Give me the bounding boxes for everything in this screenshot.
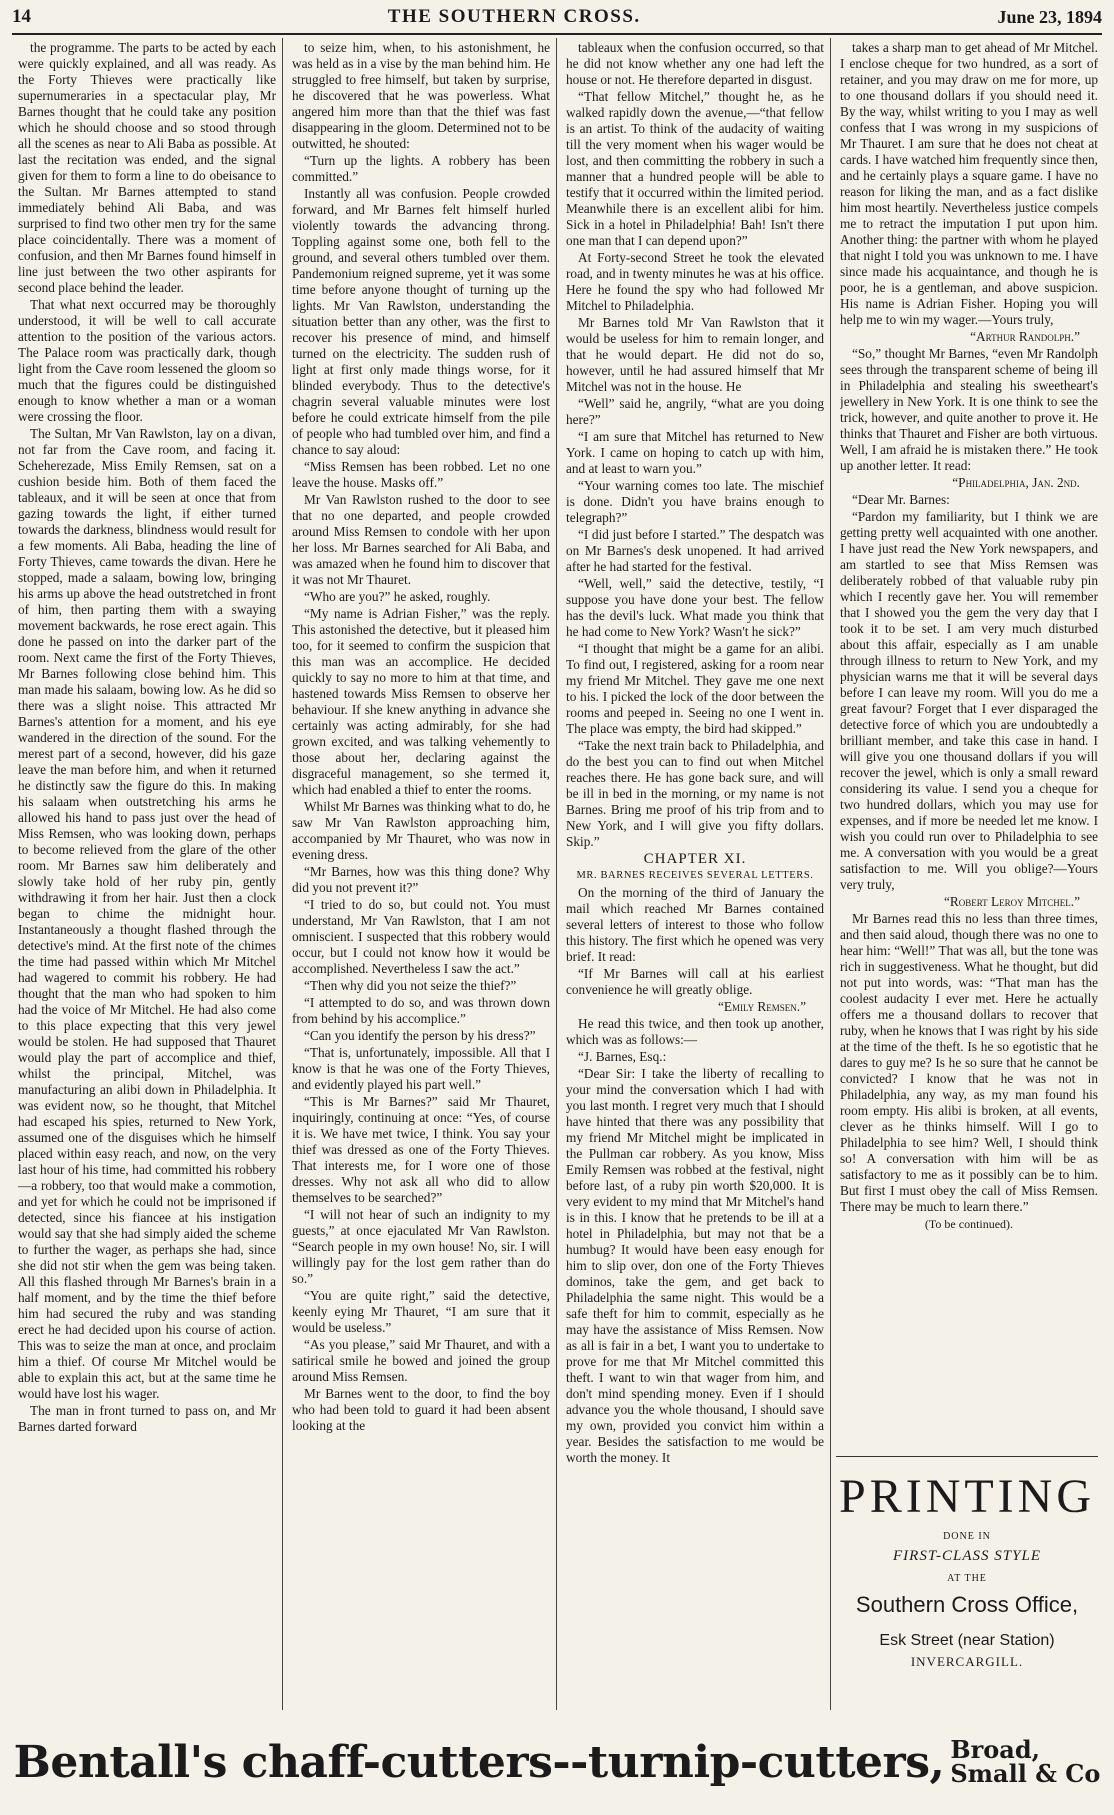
masthead	[12, 4, 1102, 30]
column-divider	[556, 38, 557, 1710]
bottom-advert-banner	[0, 1722, 1114, 1802]
paragraph: “I tried to do so, but could not. You must understand, Mr Van Rawlston, that I am not omniscient. I suspected that this robbery would occur, but I could not know how it would be accomplished. Nevertheless I saw the act.”	[292, 897, 550, 976]
paragraph: That what next occurred may be thoroughly understood, it will be well to call accurate attention to the position of the various actors. The Palace room was practically dark, though light from the Cave room lessened the gloom so much that the figures could be distinguished enough to know whether a man or a woman were crossing the floor.	[18, 297, 276, 424]
paragraph: “That fellow Mitchel,” thought he, as he walked rapidly down the avenue,—“that fellow is an artist. To think of the audacity of waiting till the very moment when his wager would be lost, and then committing the robbery in such a manner that a hundred people will be able to testify that it occurred within the limited period. Meanwhile there is an excellent alibi for him. Sick in a hotel in Philadelphia! Bah! Isn't there one man that I can depend upon?”	[566, 89, 824, 248]
paragraph: Mr Barnes went to the door, to find the boy who had been told to guard it had been absent looking at the	[292, 1386, 550, 1433]
advert-headline: PRINTING	[839, 1470, 1095, 1523]
paragraph: “Dear Sir: I take the liberty of recalling to your mind the conversation which I had with you last month. I regret very much that I should have hinted that there was any possibility that my friend Mr Mitchel might be implicated in the Pullman car robbery. As you know, Miss Emily Remsen was robbed at the festival, night before last, of a ruby pin worth $20,000. It is very evident to my mind that Mr Mitchel's hand is in this. I know that he pretends to be ill at a hotel in Philadelphia, but may not that be a humbug? It would have been easy enough for him to slip over, don one of the Forty Thieves dominos, take the gem, and get back to Philadelphia the same night. This would be a safe theft for him to commit, especially as he may have the assistance of Miss Remsen. Now as all is fair in a bet, I want you to undertake to prove for me that Mr Mitchel committed this theft. I want to win that wager from him, and don't mind spending money. Even if I should advance you the whole thousand, I should save my own, provided you convict him within a year. Besides the satisfaction to me would be worth the money. It	[566, 1066, 824, 1465]
advert-line: DONE IN	[943, 1531, 991, 1542]
paragraph: “I will not hear of such an indignity to my guests,” at once ejaculated Mr Van Rawlston. “Search people in my own house! No, sir. I will willingly pay for the lost gem rather than do so.”	[292, 1207, 550, 1286]
paragraph: At Forty-second Street he took the elevated road, and in twenty minutes he was at his office. Here he found the spy who had followed Mr Mitchel to Philadelphia.	[566, 250, 824, 313]
paragraph: Whilst Mr Barnes was thinking what to do, he saw Mr Van Rawlston approaching him, accompanied by Mr Thauret, who was now in evening dress.	[292, 799, 550, 862]
paragraph: “As you please,” said Mr Thauret, and with a satirical smile he bowed and joined the group around Miss Remsen.	[292, 1337, 550, 1384]
signature: “Robert Leroy Mitchel.”	[943, 894, 1080, 909]
paragraph: “Turn up the lights. A robbery has been committed.”	[292, 153, 550, 184]
issue-date: June 23, 1894	[997, 6, 1102, 27]
paragraph: “If Mr Barnes will call at his earliest convenience he will greatly oblige.	[566, 966, 824, 997]
banner-text: Bentall's chaff-cutters--turnip-cutters,	[13, 1736, 945, 1788]
banner-firm-top: Broad,	[950, 1735, 1040, 1764]
paragraph: “Take the next train back to Philadelphia, and do the best you can to find out when Mitchel reaches there. He has gone back sure, and will be ill in bed in the morning, or my name is not Barnes. Bring me proof of his trip from and to New York, and I will give you fifty dollars. Skip.”	[566, 738, 824, 849]
signature: “Arthur Randolph.”	[970, 329, 1080, 344]
paragraph: “This is Mr Barnes?” said Mr Thauret, inquiringly, continuing at once: “Yes, of course it is. We have met twice, I think. You say your thief was dressed as one of the Forty Thieves. That interests me, for I wore one of those dresses. Why not ask all who did to allow themselves to be searched?”	[292, 1094, 550, 1205]
paragraph: tableaux when the confusion occurred, so that he did not know whether any one had left the house or not. He therefore departed in disgust.	[566, 40, 824, 87]
signature: “Emily Remsen.”	[717, 999, 806, 1014]
paragraph: “Then why did you not seize the thief?”	[304, 978, 517, 993]
dateline: “Philadelphia, Jan. 2nd.	[952, 475, 1080, 490]
newspaper-title: THE SOUTHERN CROSS.	[387, 6, 641, 27]
paragraph: “I am sure that Mitchel has returned to New York. I came on hoping to catch up with him, and at least to warn you.”	[566, 429, 824, 476]
chapter-subheading: MR. BARNES RECEIVES SEVERAL LETTERS.	[576, 870, 814, 881]
paragraph: “Pardon my familiarity, but I think we are getting pretty well acquainted with one another. I have just read the New York newspapers, and am startled to see that Miss Remsen was deliberately robbed of that valuable ruby pin which I recently gave her. You will remember that I showed you the gem the very day that I took it to be set. I am very much disturbed about this affair, especially as I am unable through illness to return to New York, and my physician warns me that it will be several days before I can leave my room. Will you do me a great favour? Forget that I ever disparaged the detective force of which you are undoubtedly a brilliant member, and take this case in hand. I will give you one thousand dollars if you will recover the jewel, which is only a small reward considering its value. I send you a cheque for two hundred dollars, which you may use for expenses, and if more be needed let me know. I wish you could run over to Philadelphia to see me. A conversation with you would be a great satisfaction to me. Will you oblige?—Yours very truly,	[840, 509, 1098, 892]
paragraph: “You are quite right,” said the detective, keenly eying Mr Thauret, “I am sure that it would be useless.”	[292, 1288, 550, 1335]
column-divider	[282, 38, 283, 1710]
paragraph: “Miss Remsen has been robbed. Let no one leave the house. Masks off.”	[292, 459, 550, 490]
paragraph: “Well, well,” said the detective, testily, “I suppose you have done your best. The fellow has the devil's luck. What made you think that he had come to New York? Wasn't he sick?”	[566, 576, 824, 639]
paragraph: Mr Barnes told Mr Van Rawlston that it would be useless for him to remain longer, and that he would depart. He did not do so, however, until he had assured himself that Mr Mitchel was not in the house. He	[566, 315, 824, 394]
paragraph: The Sultan, Mr Van Rawlston, lay on a divan, not far from the Cave room, and facing it. Scheherezade, Miss Emily Remsen, sat on a cushion beside him. Both of them faced the tableaux, and it will be seen at once that from gazing towards the light, if either turned towards the darkness, blindness would result for a few moments. Ali Baba, heading the line of Forty Thieves, came towards the divan. Here he stopped, made a salaam, bowing low, bringing his arms up above the head outstretched in front of him, then parting them with a swaying movement backwards, he rose erect again. This done he passed on into the darker part of the room. Next came the first of the Forty Thieves, Mr Barnes following close behind him. This man made his salaam, bowing low. As he did so there was a slight noise. This attracted Mr Barnes's attention for a moment, and his eye wandered in the direction of the sound. For the merest part of a second, however, did his gaze leave the man before him, and when it returned he distinctly saw the figure do this. In making his salaam when outstretching his arms he allowed his hand to pass just over the head of Miss Remsen, who was looking down, perhaps to become relieved from the glare of the other room. Mr Barnes saw him deliberately and slowly take hold of her ruby pin, gently withdrawing it from her hair. Just then a clock began to chime the midnight hour. Instantaneously a thought flashed through the detective's mind. At the first note of the chimes the time had passed within which Mr Mitchel had wagered to commit his robbery. He had thought that the man who had spoken to him had the voice of Mr Mitchel. He had also come to this place expecting that this very jewel would be stolen. He had supposed that Thauret would play the part of accomplice and thief, whilst the principal, Mitchel, was manufacturing an alibi down in Philadelphia. It was evident now, so he thought, that Mitchel had escaped his spies, returned to New York, assumed one of the disguises which he himself placed within easy reach, and now, on the very last hour of his time, had committed his robbery—a robbery, too that would make a commotion, and yet for which he could not be imprisoned if detected, since his fiancee at his instigation would say that she had simply aided the scheme to further the wager, as perhaps she had, since she did not stir when the gem was being taken. All this flashed through Mr Barnes's brain in a half moment, and by the time the thief before him had secured the ruby and was standing erect he had decided upon his course of action. This was to seize the man at once, and proclaim him a thief. Of course Mr Mitchel would be able to explain this act, but at the same time he would have lost his wager.	[18, 426, 276, 1401]
text-column-1	[18, 40, 276, 1708]
paragraph: “Dear Mr. Barnes:	[852, 492, 950, 507]
paragraph: The man in front turned to pass on, and Mr Barnes darted forward	[18, 1403, 276, 1434]
paragraph: to seize him, when, to his astonishment, he was held as in a vise by the man behind him. He struggled to free himself, but taken by surprise, he discovered that he was powerless. What angered him more than that the thief was fast disappearing in the gloom. Determined not to be outwitted, he shouted:	[292, 40, 550, 151]
paragraph: takes a sharp man to get ahead of Mr Mitchel. I enclose cheque for two hundred, as a sort of retainer, and you may draw on me for more, up to one thousand dollars if you should need it. By the way, whilst writing to you I may as well confess that I was wrong in my suspicions of Mr Thauret. I am sure that he does not cheat at cards. I have watched him frequently since then, and he certainly plays a square game. I have no reason for liking the man, and as a fact dislike him most heartily. Nevertheless justice compels me to retract the imputation I put upon him. Another thing: the partner with whom he played that night I told you was unknown to me. I have since made his acquaintance, and though he is poor, he is a gentleman, and above suspicion. His name is Adrian Fisher. Hoping you will help me to win my wager.—Yours truly,	[840, 40, 1098, 327]
text-column-4	[840, 40, 1098, 1450]
advert-line: AT THE	[947, 1573, 987, 1584]
chapter-heading: CHAPTER XI.	[643, 851, 747, 867]
paragraph: “My name is Adrian Fisher,” was the reply. This astonished the detective, but it pleased him too, for it seemed to confirm the suspicion that this man was an accomplice. He decided quickly to say no more to him at that time, and hastened towards Miss Remsen to observe her behaviour. If she knew anything in advance she certainly was acting admirably, for she had grown excited, and was talking vehemently to those about her, declaring against the disgraceful management, so she termed it, which had enabled a thief to enter the rooms.	[292, 606, 550, 797]
text-column-2	[292, 40, 550, 1708]
advert-address: Esk Street (near Station)	[879, 1632, 1055, 1649]
page-number: 14	[12, 6, 31, 27]
paragraph: “Mr Barnes, how was this thing done? Why did you not prevent it?”	[292, 864, 550, 895]
paragraph: “That is, unfortunately, impossible. All that I know is that he was one of the Forty Thieves, and evidently played his part well.”	[292, 1045, 550, 1092]
paragraph: “Well” said he, angrily, “what are you doing here?”	[566, 396, 824, 427]
banner-firm-bottom: Small & Co	[950, 1759, 1101, 1788]
paragraph: “Can you identify the person by his dress?”	[304, 1028, 536, 1043]
paragraph: “So,” thought Mr Barnes, “even Mr Randolph sees through the transparent scheme of being ill in Philadelphia and stealing his sweetheart's jewellery in New York. It is one think to see the trick, however, and quite another to prove it. He thinks that Thauret and Fisher are both virtuous. Well, I am afraid he is mistaken there.” He took up another letter. It read:	[840, 346, 1098, 473]
paragraph: He read this twice, and then took up another, which was as follows:—	[566, 1016, 824, 1047]
masthead-rule	[12, 33, 1102, 35]
advert-town: INVERCARGILL.	[910, 1654, 1024, 1669]
to-be-continued: (To be continued).	[924, 1217, 1014, 1231]
paragraph: Mr Van Rawlston rushed to the door to see that no one departed, and people crowded around Miss Remsen to condole with her upon her loss. Mr Barnes searched for Ali Baba, and was amazed when he found him to discover that it was not Mr Thauret.	[292, 492, 550, 587]
paragraph: “I did just before I started.” The despatch was on Mr Barnes's desk unopened. It had arrived after he had started for the festival.	[566, 527, 824, 574]
advert-office: Southern Cross Office,	[855, 1592, 1079, 1617]
banner-firm	[950, 1735, 1101, 1788]
paragraph: “Your warning comes too late. The mischief is done. Didn't you have brains enough to telegraph?”	[566, 478, 824, 525]
printing-advert	[836, 1456, 1098, 1687]
paragraph: “I attempted to do so, and was thrown down from behind by his accomplice.”	[292, 995, 550, 1026]
paragraph: the programme. The parts to be acted by each were quickly explained, and all was ready. As the Forty Thieves were practically like supernumeraries in a spectacular play, Mr Barnes thought that he could take any position which he should choose and so stood through all the scenes as near to Ali Baba as possible. At last the recitation was ended, and the signal given for them to form a line to do obeisance to the Sultan. Mr Barnes attempted to stand immediately behind Ali Baba, and was surprised to find two other men try for the same place coincidentally. There was a moment of confusion, and then Mr Barnes found himself in line just between the two other aspirants for second place behind the leader.	[18, 40, 276, 295]
text-column-3	[566, 40, 824, 1708]
paragraph: “Who are you?” he asked, roughly.	[304, 589, 491, 604]
paragraph: Instantly all was confusion. People crowded forward, and Mr Barnes felt himself hurled violently towards the advancing throng. Toppling against some one, both fell to the ground, and several others tumbled over them. Pandemonium reigned supreme, yet it was some time before anyone thought of turning up the lights. Mr Van Rawlston, understanding the situation better than any other, was the first to recover his presence of mind, and himself turned on the electricity. The sudden rush of light at first only made things worse, for it blinded everybody. Thus to the detective's chagrin several valuable minutes were lost before he could extricate himself from the pile of people who had tumbled over him, and find a chance to say aloud:	[292, 186, 550, 457]
paragraph: Mr Barnes read this no less than three times, and then said aloud, though there was no one to hear him: “Well!” That was all, but the tone was rich in suggestiveness. What he thought, but did not put into words, was: “That man has the coolest audacity I ever met. Here he actually offers me a thousand dollars to recover that ruby, when he knows that I was right by his side at the time of the theft. Is he so egotistic that he dares to guy me? Is he so sure that he cannot be convicted? I know that he was not in Philadelphia, any way, as my man found his room empty. His alibi is broken, at all events, clever as he thinks himself. Will I go to Philadelphia to see him? Well, I should think so! A conversation with him will be as satisfactory to me as it possibly can be to him. But first I must obey the call of Miss Remsen. There may be much to learn there.”	[840, 911, 1098, 1214]
column-divider	[830, 38, 831, 1710]
paragraph: “I thought that might be a game for an alibi. To find out, I registered, asking for a room near my friend Mr Mitchel. They gave me one next to his. I picked the lock of the door between the rooms and peeped in. Seeing no one I went in. The place was empty, the bird had skipped.”	[566, 641, 824, 736]
paragraph: “J. Barnes, Esq.:	[578, 1049, 667, 1064]
paragraph: On the morning of the third of January the mail which reached Mr Barnes contained several letters of interest to those who follow this history. The first which he opened was very brief. It read:	[566, 885, 824, 964]
advert-line: FIRST-CLASS STYLE	[893, 1548, 1041, 1564]
